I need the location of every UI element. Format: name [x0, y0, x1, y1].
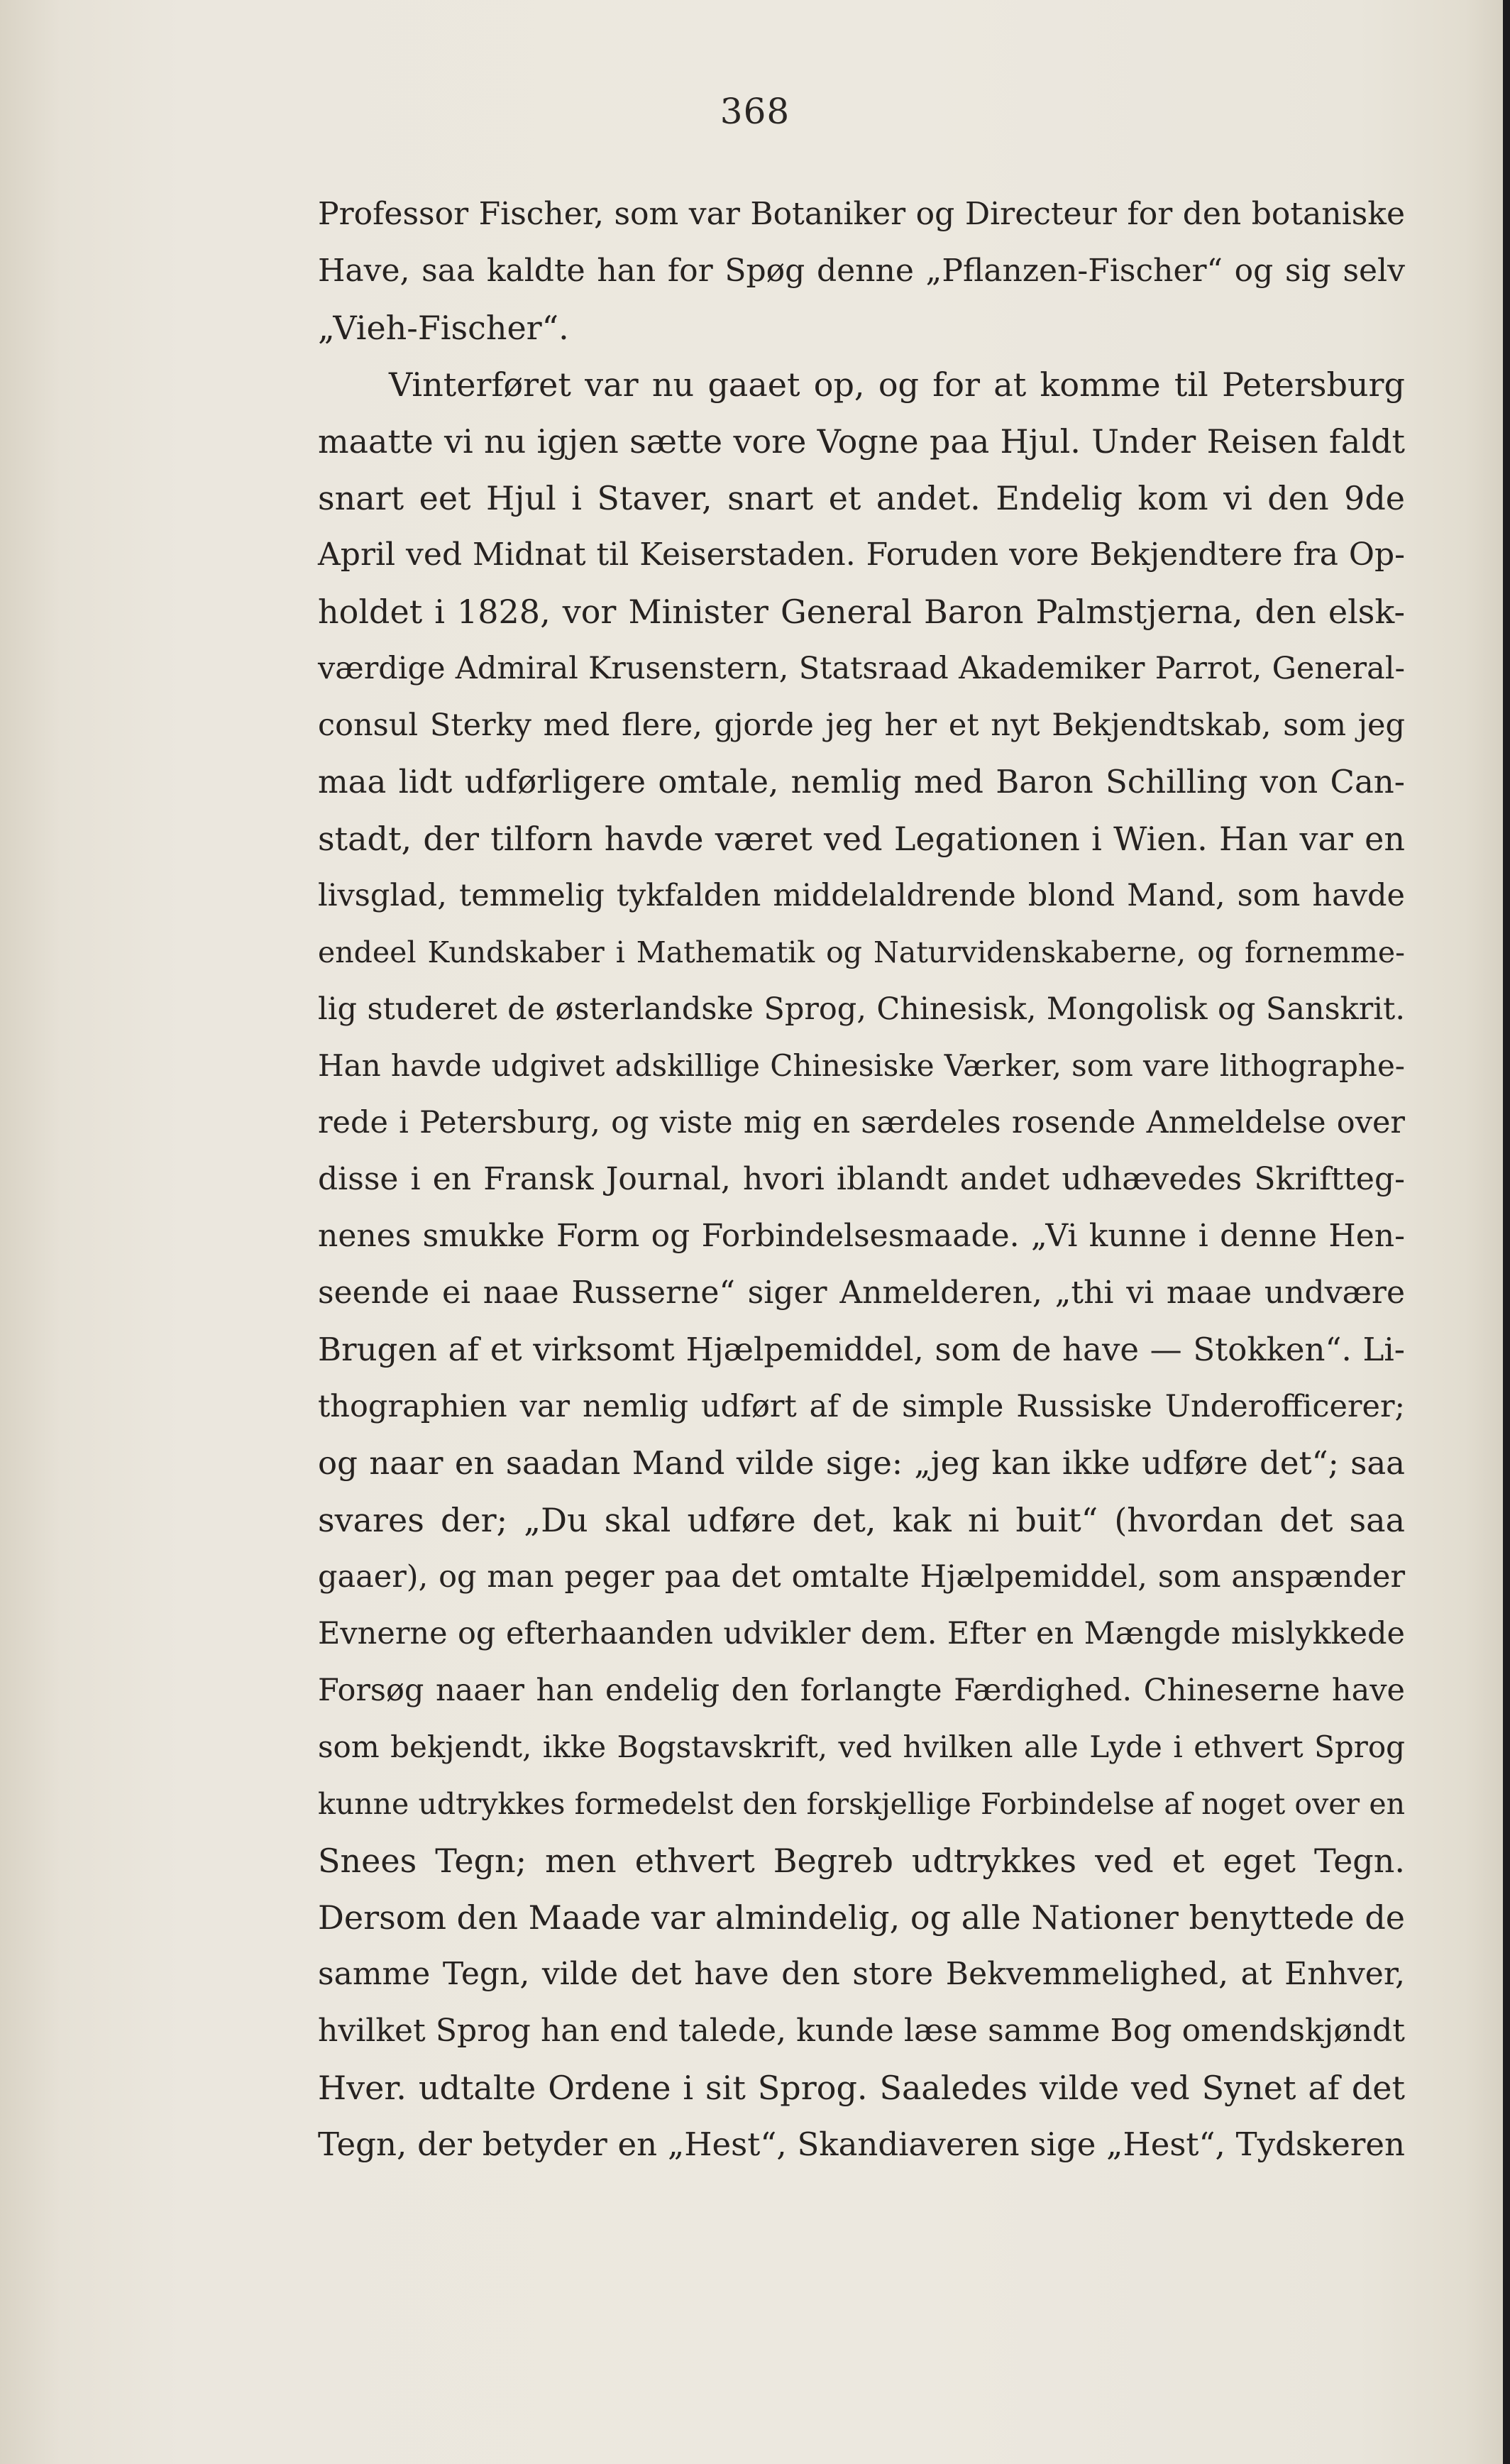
scan-edge [1503, 0, 1510, 2464]
text-line: livsglad, temmelig tykfalden middelaldrende blond Mand, som havde [318, 878, 1405, 913]
text-line: Tegn, der betyder en „Hest“, Skandiaveren sige „Hest“, Tydskeren [318, 2125, 1405, 2163]
text-line: consul Sterky med flere, gjorde jeg her et nyt Bekjendtskab, som jeg [318, 708, 1405, 743]
text-line: samme Tegn, vilde det have den store Bekvemmelighed, at Enhver, [318, 1956, 1405, 1992]
text-line: som bekjendt, ikke Bogstavskrift, ved hvilken alle Lyde i ethvert Sprog [318, 1729, 1405, 1764]
text-line: maa lidt udførligere omtale, nemlig med Baron Schilling von Can- [318, 763, 1405, 801]
text-line: svares der; „Du skal udføre det, kak ni buit“ (hvordan det saa [318, 1501, 1405, 1539]
text-line: thographien var nemlig udført af de simple Russiske Underofficerer; [318, 1389, 1405, 1424]
text-line: kunne udtrykkes formedelst den forskjellige Forbindelse af noget over en [318, 1787, 1405, 1821]
text-line: Professor Fischer, som var Botaniker og Directeur for den botaniske [318, 196, 1405, 232]
text-line: stadt, der tilforn havde været ved Legationen i Wien. Han var en [318, 820, 1405, 858]
text-line: lig studeret de østerlandske Sprog, Chinesisk, Mongolisk og Sanskrit. [318, 991, 1405, 1027]
text-line: April ved Midnat til Keiserstaden. Foruden vore Bekjendtere fra Op- [318, 537, 1405, 573]
text-line: holdet i 1828, vor Minister General Baron Palmstjerna, den elsk- [318, 593, 1405, 631]
text-line: maatte vi nu igjen sætte vore Vogne paa Hjul. Under Reisen faldt [318, 422, 1405, 461]
text-line: nenes smukke Form og Forbindelsesmaade. „Vi kunne i denne Hen- [318, 1218, 1405, 1254]
text-line: Snees Tegn; men ethvert Begreb udtrykkes ved et eget Tegn. [318, 1842, 1405, 1880]
text-line: og naar en saadan Mand vilde sige: „jeg kan ikke udføre det“; saa [318, 1444, 1405, 1482]
text-line: rede i Petersburg, og viste mig en særdeles rosende Anmeldelse over [318, 1105, 1405, 1140]
text-line: Have, saa kaldte han for Spøg denne „Pflanzen-Fischer“ og sig selv [318, 253, 1405, 289]
text-line: Forsøg naaer han endelig den forlangte Færdighed. Chineserne have [318, 1673, 1405, 1708]
page-number: 368 [720, 91, 790, 132]
text-line: Evnerne og efterhaanden udvikler dem. Efter en Mængde mislykkede [318, 1616, 1405, 1651]
paragraph-start-line: Vinterføret var nu gaaet op, og for at komme til Petersburg [389, 365, 1405, 404]
text-line: endeel Kundskaber i Mathematik og Naturvidenskaberne, og fornemme- [318, 935, 1405, 969]
text-line: hvilket Sprog han end talede, kunde læse samme Bog omendskjøndt [318, 2013, 1405, 2049]
text-line: Dersom den Maade var almindelig, og alle Nationer benyttede de [318, 1898, 1405, 1937]
text-line: „Vieh-Fischer“. [318, 309, 569, 347]
text-line: gaaer), og man peger paa det omtalte Hjælpemiddel, som anspænder [318, 1559, 1405, 1595]
text-line: Brugen af et virksomt Hjælpemiddel, som de have — Stokken“. Li- [318, 1331, 1405, 1368]
text-line: disse i en Fransk Journal, hvori iblandt andet udhævedes Skriftteg- [318, 1161, 1405, 1197]
text-line: værdige Admiral Krusenstern, Statsraad Akademiker Parrot, General- [318, 651, 1405, 686]
text-line: Hver. udtalte Ordene i sit Sprog. Saaledes vilde ved Synet af det [318, 2069, 1405, 2107]
body-text [318, 186, 1405, 2173]
text-line: seende ei naae Russerne“ siger Anmelderen, „thi vi maae undvære [318, 1275, 1405, 1311]
text-line: snart eet Hjul i Staver, snart et andet. Endelig kom vi den 9de [318, 479, 1405, 517]
text-line: Han havde udgivet adskillige Chinesiske Værker, som vare lithographe- [318, 1048, 1405, 1083]
